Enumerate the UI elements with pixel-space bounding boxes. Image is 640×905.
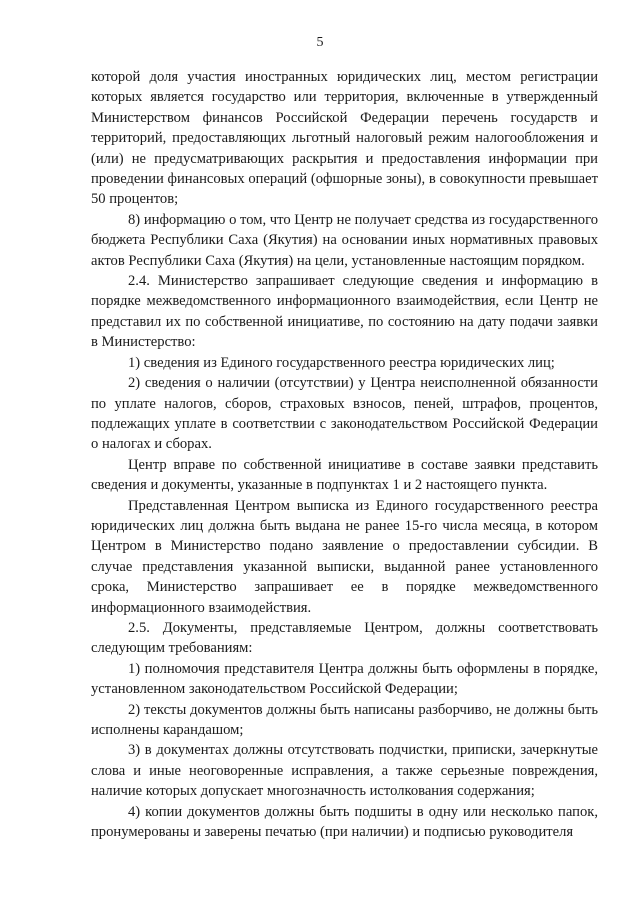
paragraph-2-5-item-4: 4) копии документов должны быть подшиты в одну или несколько папок, пронумерованы и заверены печатью (при наличии) и подписью руководителя [91, 803, 598, 841]
paragraph-extract-requirement: Представленная Центром выписка из Единого государственного реестра юридических лиц должна быть выдана не ранее 15-го числа месяца, в котором Центром в Министерство подано заявление о предоставлении субсидии. В случае представления указанной выписки, выданной ранее установленного срока, Министерство запрашивает ее в порядке межведомственного информационного взаимодействия. [91, 497, 598, 616]
paragraph-continuation: которой доля участия иностранных юридических лиц, местом регистрации которых является государство или территория, включенные в утвержденный Министерством финансов Российской Федерации перечень государств и территорий, предоставляющих льготный налоговый режим налогообложения и (или) не предусматривающих раскрытия и предоставления информации при проведении финансовых операций (офшорные зоны), в совокупности превышает 50 процентов; [91, 69, 598, 208]
paragraph-2-5-item-2: 2) тексты документов должны быть написаны разборчиво, не должны быть исполнены карандашом; [91, 701, 598, 738]
paragraph-2-4-item-2: 2) сведения о наличии (отсутствии) у Центра неисполненной обязанности по уплате налогов, сборов, страховых взносов, пеней, штрафов, процентов, подлежащих уплате в соответствии с законодательством Российской Федерации о налогах и сборах. [91, 375, 598, 453]
paragraph-2-5-item-3: 3) в документах должны отсутствовать подчистки, приписки, зачеркнутые слова и иные неоговоренные исправления, а также серьезные повреждения, наличие которых допускает многозначность истолкования содержания; [91, 742, 598, 800]
document-body [91, 67, 598, 842]
page-number: 5 [316, 35, 324, 50]
paragraph-2-4-item-1: 1) сведения из Единого государственного реестра юридических лиц; [128, 354, 555, 371]
paragraph-2-4: 2.4. Министерство запрашивает следующие сведения и информацию в порядке межведомственного информационного взаимодействия, если Центр не представил их по собственной инициативе, по состоянию на дату подачи заявки в Министерство: [91, 273, 598, 351]
paragraph-2-5-item-1: 1) полномочия представителя Центра должны быть оформлены в порядке, установленном законодательством Российской Федерации; [91, 660, 598, 698]
paragraph-item-8: 8) информацию о том, что Центр не получает средства из государственного бюджета Республики Саха (Якутия) на основании иных нормативных правовых актов Республики Саха (Якутия) на цели, установленные настоящим порядком. [91, 211, 598, 269]
paragraph-2-5: 2.5. Документы, представляемые Центром, должны соответствовать следующим требованиям: [91, 619, 598, 657]
paragraph-center-right: Центр вправе по собственной инициативе в составе заявки представить сведения и документы, указанные в подпунктах 1 и 2 настоящего пункта. [91, 456, 598, 494]
